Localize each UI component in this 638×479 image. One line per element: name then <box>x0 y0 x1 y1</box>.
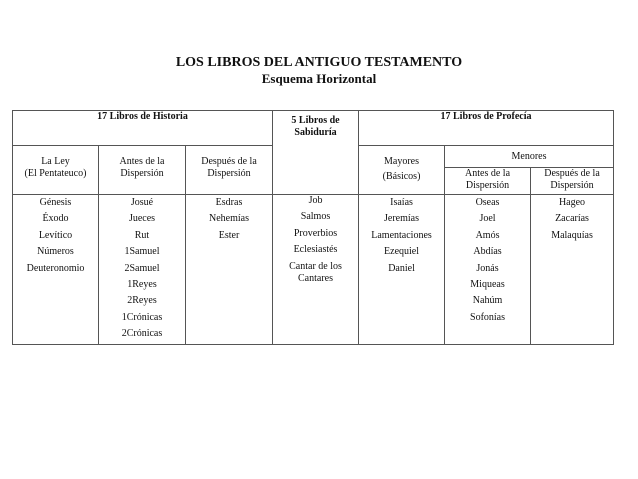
header-historia-despues-line2: Dispersión <box>207 168 251 179</box>
header-menores-antes <box>445 168 531 195</box>
header-row-main <box>13 111 614 146</box>
header-historia-antes <box>99 146 186 195</box>
book-item: Esdras <box>215 197 243 208</box>
title-block <box>0 55 638 86</box>
book-item: 2Samuel <box>124 262 160 274</box>
header-menores-despues <box>531 168 614 195</box>
books-scheme-table <box>12 110 614 345</box>
book-item: 2Reyes <box>127 295 157 307</box>
book-item: Jeremías <box>384 213 420 225</box>
list-mayores <box>359 195 444 277</box>
header-ley-line2: (El Pentateuco) <box>24 168 87 179</box>
book-item: Jonás <box>476 262 499 274</box>
column-historia-antes <box>99 195 186 345</box>
header-menores-antes-line1: Antes de la <box>465 168 511 179</box>
header-menores-despues-line1: Después de la <box>544 168 600 179</box>
header-sabiduria <box>273 111 359 195</box>
book-item: Isaías <box>390 197 413 208</box>
column-historia-despues <box>186 195 273 345</box>
header-historia-antes-line1: Antes de la <box>119 156 165 167</box>
column-menores-antes <box>445 195 531 345</box>
book-item: Deuteronomio <box>26 262 85 274</box>
book-item: Ester <box>218 229 240 241</box>
book-item: Oseas <box>475 197 500 208</box>
header-ley <box>13 146 99 195</box>
column-menores-despues <box>531 195 614 345</box>
book-item: Jueces <box>128 213 156 225</box>
header-ley-line1: La Ley <box>41 156 70 167</box>
header-sabiduria-line1: 5 Libros de <box>291 115 340 126</box>
book-item: Rut <box>134 229 150 241</box>
list-ley <box>13 195 98 277</box>
book-item: Daniel <box>388 262 415 274</box>
book-item: 2Crónicas <box>121 328 163 340</box>
list-historia-antes <box>99 195 185 343</box>
book-item: Malaquías <box>551 229 593 241</box>
book-item: Proverbios <box>293 227 338 239</box>
book-item: Abdías <box>473 246 502 258</box>
page-title: LOS LIBROS DEL ANTIGUO TESTAMENTO <box>175 55 463 70</box>
book-item: Eclesiastés <box>293 244 338 256</box>
book-item: Zacarías <box>555 213 589 225</box>
column-sabiduria <box>273 195 359 345</box>
book-item: Josué <box>130 197 154 208</box>
book-item: Nahúm <box>472 295 503 307</box>
book-item: 1Samuel <box>124 246 160 258</box>
header-mayores <box>359 146 445 195</box>
header-profecia <box>359 111 614 146</box>
header-menores <box>445 146 614 168</box>
book-item: Hageo <box>558 197 586 208</box>
book-item: Amós <box>475 229 500 241</box>
list-menores-antes <box>445 195 530 326</box>
book-item: Génesis <box>39 197 72 208</box>
book-item: 1Reyes <box>127 279 157 291</box>
book-item: Miqueas <box>470 279 505 291</box>
header-historia-despues-line1: Después de la <box>201 156 257 167</box>
header-menores-antes-line2: Dispersión <box>465 180 510 191</box>
header-menores-label: Menores <box>511 150 547 162</box>
book-item: Job <box>308 195 323 206</box>
books-row <box>13 195 614 345</box>
book-item: Nehemías <box>209 213 249 225</box>
book-item: Números <box>37 246 74 258</box>
list-historia-despues <box>186 195 272 244</box>
header-sabiduria-line2: Sabiduría <box>294 127 337 138</box>
book-item: Sofonías <box>470 311 506 323</box>
header-mayores-line1: Mayores <box>384 156 420 167</box>
book-item: Cantar de los Cantares <box>289 260 342 284</box>
book-item: 1Crónicas <box>121 311 163 323</box>
header-historia-despues <box>186 146 273 195</box>
header-menores-despues-line2: Dispersión <box>550 180 594 191</box>
list-menores-despues <box>531 195 613 244</box>
header-profecia-label: 17 Libros de Profecía <box>440 111 532 122</box>
column-mayores <box>359 195 445 345</box>
header-historia-label: 17 Libros de Historia <box>97 111 188 122</box>
column-ley <box>13 195 99 345</box>
book-item: Éxodo <box>42 213 69 225</box>
book-item: Ezequiel <box>384 246 419 258</box>
page-subtitle: Esquema Horizontal <box>261 71 377 86</box>
book-item: Lamentaciones <box>371 229 432 241</box>
book-item: Salmos <box>300 211 331 223</box>
header-historia <box>13 111 273 146</box>
list-sabiduria <box>273 195 358 285</box>
book-item: Joel <box>479 213 496 225</box>
header-historia-antes-line2: Dispersión <box>120 168 164 179</box>
book-item: Levítico <box>38 229 73 241</box>
header-mayores-line2: (Básicos) <box>382 171 421 182</box>
